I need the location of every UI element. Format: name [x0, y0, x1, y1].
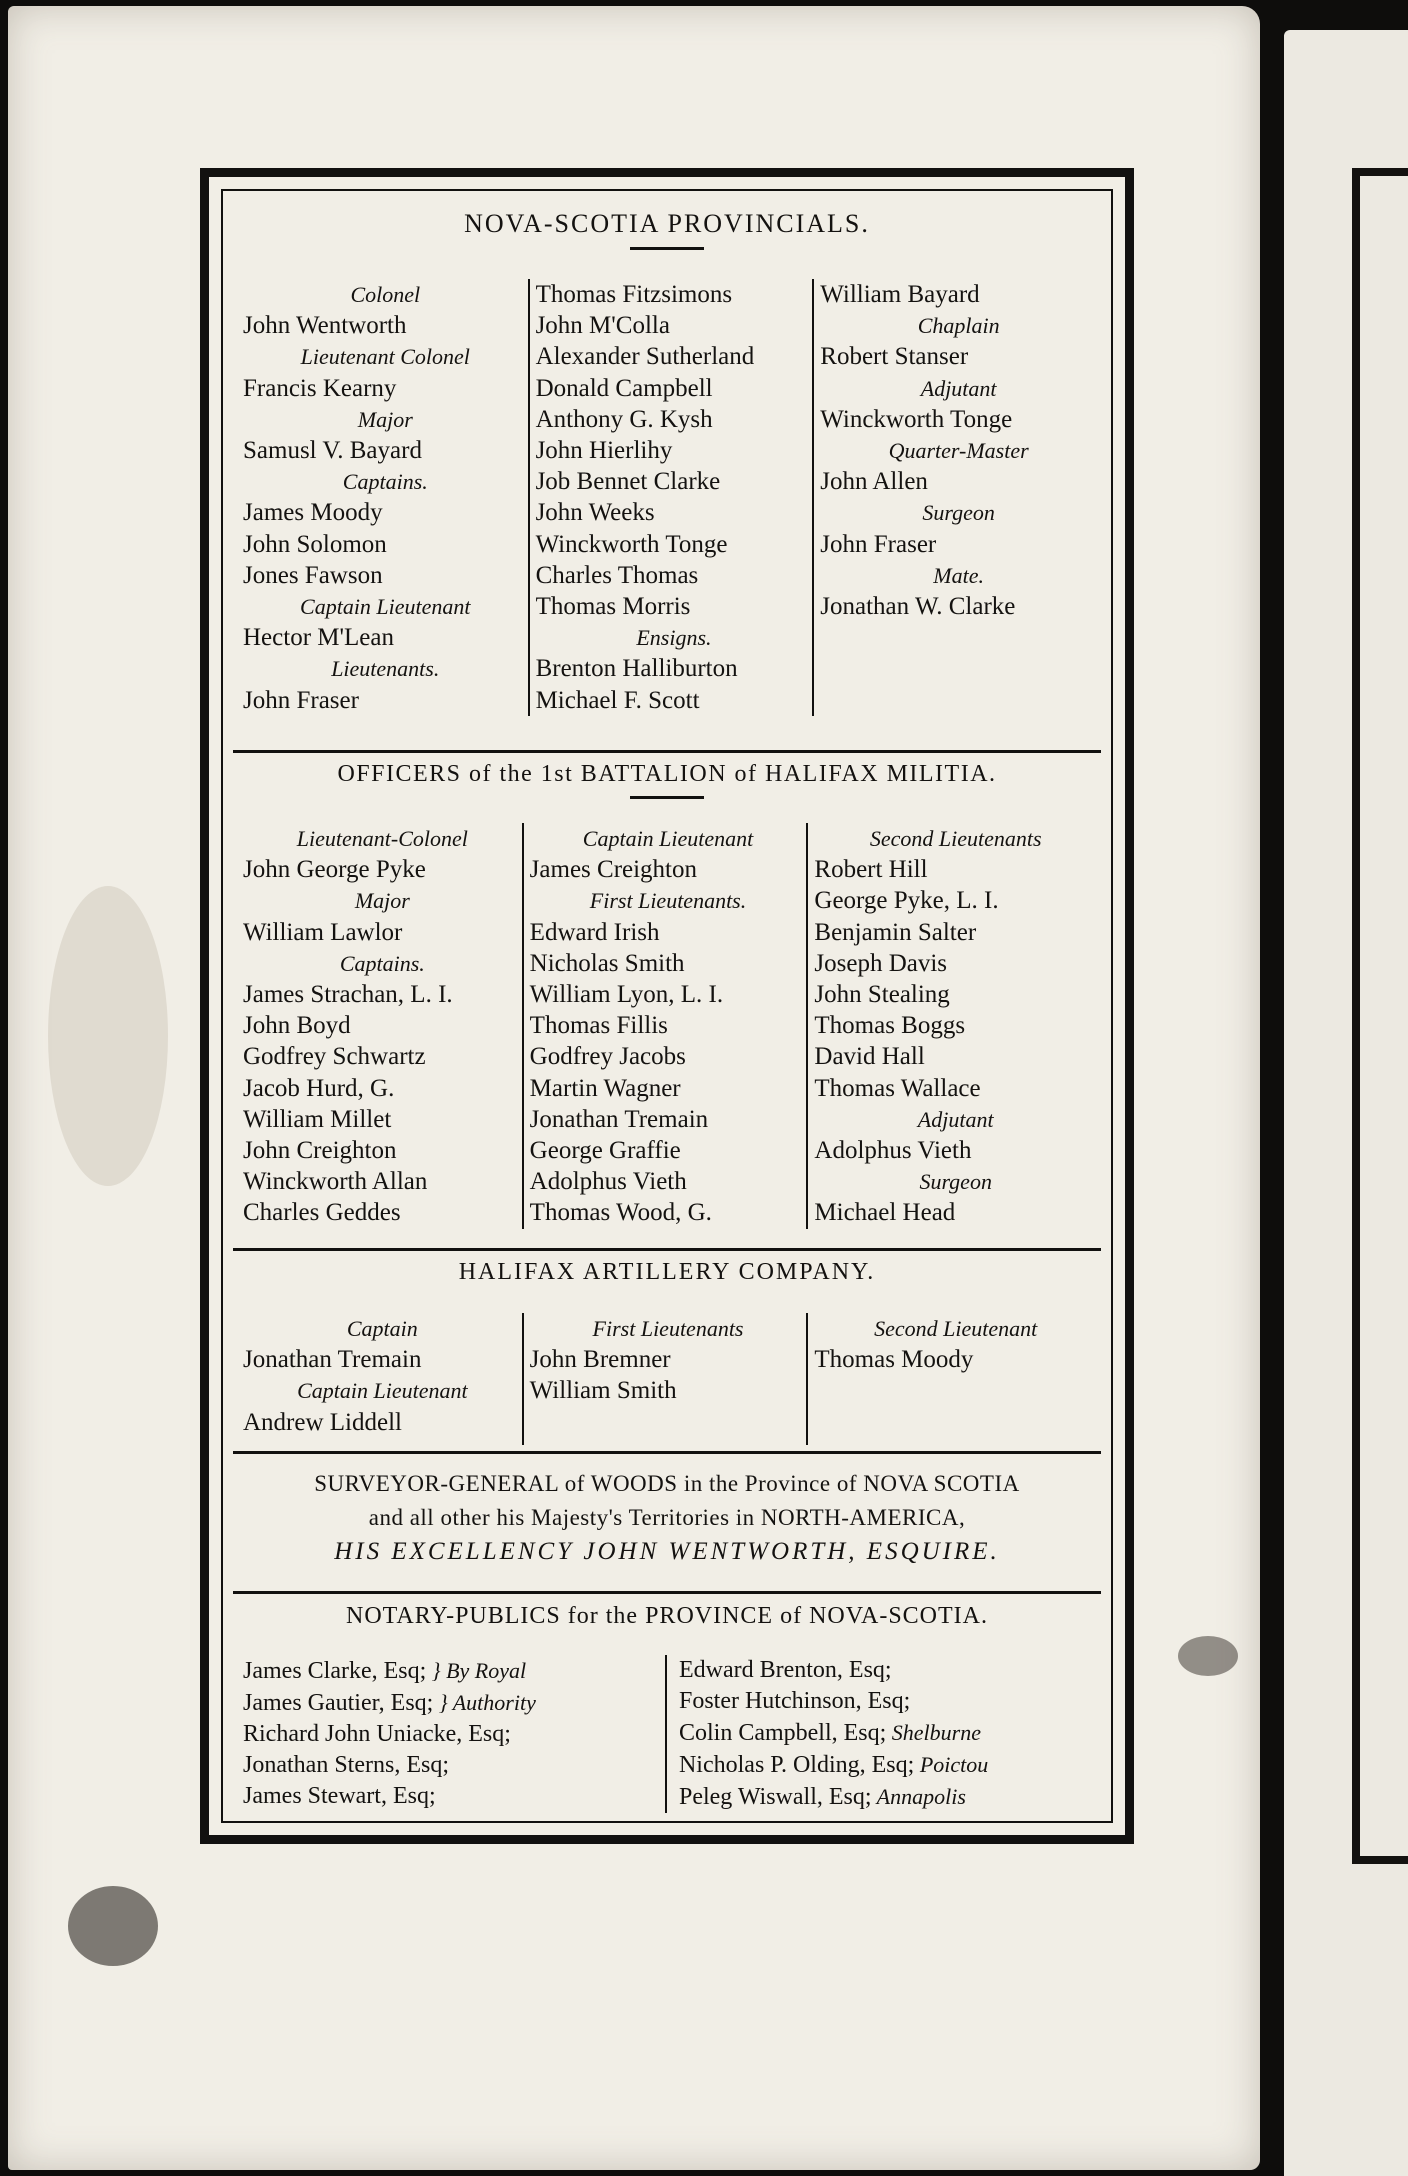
officer-name: Winckworth Allan	[243, 1168, 428, 1196]
officer-name: John Hierlihy	[535, 437, 673, 465]
officer-name: William Bayard	[820, 281, 980, 308]
notaries-left	[237, 1655, 665, 1813]
notary-entry	[679, 1717, 1097, 1749]
artillery-col-2	[522, 1313, 807, 1445]
officer-name: Adolphus Vieth	[814, 1137, 972, 1165]
officer-name: William Millet	[243, 1105, 392, 1133]
officer-name: James Creighton	[529, 856, 698, 884]
register-inner-border	[221, 189, 1113, 1823]
rank-title: Colonel	[350, 282, 421, 307]
section-divider	[233, 1248, 1101, 1251]
militia-heading: OFFICERS of the 1st BATTALION of HALIFAX MILITIA.	[337, 761, 997, 787]
section-divider	[233, 1451, 1101, 1454]
notary-note: Poictou	[914, 1752, 989, 1777]
officer-name: Adolphus Vieth	[529, 1168, 687, 1196]
artillery-section	[237, 1259, 1097, 1436]
officer-name: John Allen	[820, 468, 928, 496]
provincials-col-3	[812, 279, 1097, 716]
rank-title: Adjutant	[917, 1106, 994, 1132]
officer-name: Thomas Wallace	[814, 1074, 981, 1102]
rank-title: Captain Lieutenant	[582, 826, 754, 851]
notary-name: Nicholas P. Olding, Esq;	[678, 1752, 915, 1778]
officer-name: David Hall	[814, 1043, 925, 1071]
officer-name: Jonathan W. Clarke	[820, 593, 1016, 621]
provincials-columns	[237, 279, 1097, 716]
officer-name: Donald Campbell	[535, 374, 713, 402]
rank-title: Chaplain	[917, 313, 1000, 339]
officer-name: Nicholas Smith	[529, 949, 685, 977]
officer-name: Winckworth Tonge	[535, 530, 728, 558]
officer-name: Andrew Liddell	[243, 1408, 402, 1436]
notary-name: Jonathan Sterns, Esq;	[243, 1752, 449, 1778]
rank-title: Captain Lieutenant	[300, 594, 471, 620]
provincials-col-1	[237, 279, 528, 716]
notary-note: Shelburne	[886, 1720, 981, 1745]
officer-name: Robert Hill	[814, 856, 928, 884]
adjacent-page-frame	[1352, 168, 1408, 1864]
notary-name: James Gautier, Esq;	[243, 1690, 434, 1716]
notaries-heading: NOTARY-PUBLICS for the PROVINCE of NOVA-SCOTIA.	[346, 1603, 988, 1629]
officer-name: William Smith	[529, 1377, 677, 1405]
officer-name: Francis Kearny	[243, 374, 397, 402]
rank-title: Captain Lieutenant	[297, 1378, 468, 1404]
rank-title: First Lieutenants	[592, 1316, 744, 1341]
officer-name: John George Pyke	[243, 856, 426, 884]
officer-name: Benjamin Salter	[814, 918, 977, 946]
officer-name: William Lawlor	[243, 918, 403, 946]
rank-title: Surgeon	[922, 500, 995, 526]
officer-name: William Lyon, L. I.	[529, 981, 724, 1009]
rank-title: Ensigns.	[636, 625, 712, 651]
notary-entry	[243, 1781, 665, 1812]
rank-title: Major	[354, 888, 410, 914]
notary-entry	[243, 1750, 665, 1781]
section-divider	[233, 1591, 1101, 1594]
notary-note: } Authority	[433, 1690, 536, 1715]
surveyor-line-2: and all other his Majesty's Territories in NORTH-AMERICA,	[368, 1505, 966, 1530]
officer-name: John Solomon	[243, 530, 387, 558]
rank-title: Second Lieutenants	[869, 826, 1042, 851]
artillery-heading: HALIFAX ARTILLERY COMPANY.	[458, 1259, 876, 1285]
rank-title: Captains.	[339, 950, 425, 976]
rank-title: Second Lieutenant	[874, 1316, 1038, 1341]
notary-note: Annapolis	[871, 1784, 966, 1809]
notary-entry	[243, 1687, 665, 1719]
officer-name: Edward Irish	[529, 918, 660, 946]
officer-name: James Moody	[243, 499, 383, 527]
notaries-right	[665, 1655, 1097, 1813]
officer-name: George Graffie	[529, 1137, 681, 1165]
notaries-columns	[237, 1655, 1097, 1813]
paper-stain	[48, 886, 168, 1186]
officer-name: John Fraser	[243, 686, 359, 714]
officer-name: Robert Stanser	[820, 343, 969, 371]
officer-name: Thomas Fillis	[529, 1012, 668, 1040]
officer-name: Joseph Davis	[814, 949, 948, 977]
militia-columns	[237, 823, 1097, 1229]
officer-name: John Creighton	[243, 1137, 397, 1165]
officer-name: Brenton Halliburton	[535, 655, 738, 683]
rank-title: Mate.	[933, 562, 984, 588]
officer-name: George Pyke, L. I.	[814, 887, 999, 915]
notary-name: James Clarke, Esq;	[243, 1658, 427, 1684]
militia-section	[237, 761, 1097, 1227]
officer-name: Jones Fawson	[243, 561, 383, 589]
officer-name: John Fraser	[820, 530, 937, 558]
rank-title: Captains.	[342, 469, 428, 495]
officer-name: Job Bennet Clarke	[535, 468, 721, 496]
officer-name: Thomas Wood, G.	[529, 1199, 712, 1227]
notary-name: James Stewart, Esq;	[243, 1783, 436, 1809]
militia-col-3	[806, 823, 1097, 1229]
notary-entry	[679, 1686, 1097, 1717]
surveyor-line-1: SURVEYOR-GENERAL of WOODS in the Province of NOVA SCOTIA	[314, 1471, 1020, 1496]
officer-name: James Strachan, L. I.	[243, 981, 453, 1009]
officer-name: John Stealing	[814, 981, 950, 1009]
officer-name: Jonathan Tremain	[243, 1346, 422, 1374]
notaries-section	[237, 1603, 1097, 1810]
rank-title: Lieutenants.	[331, 656, 440, 682]
rank-title: Lieutenant-Colonel	[296, 826, 468, 851]
officer-name: Thomas Boggs	[814, 1012, 966, 1040]
surveyor-line-3: HIS EXCELLENCY JOHN WENTWORTH, ESQUIRE.	[334, 1538, 1000, 1565]
officer-name: Winckworth Tonge	[820, 405, 1013, 433]
officer-name: Jacob Hurd, G.	[243, 1074, 395, 1102]
rank-title: Captain	[346, 1316, 418, 1341]
officer-name: John M'Colla	[535, 312, 670, 340]
officer-name: Anthony G. Kysh	[535, 405, 713, 433]
officer-name: Thomas Morris	[535, 593, 691, 621]
notary-entry	[243, 1719, 665, 1750]
officer-name: Godfrey Schwartz	[243, 1043, 426, 1071]
notary-name: Colin Campbell, Esq;	[678, 1720, 887, 1746]
notary-name: Peleg Wiswall, Esq;	[678, 1784, 872, 1810]
provincials-section	[237, 209, 1097, 714]
officer-name: Godfrey Jacobs	[529, 1043, 686, 1071]
artillery-col-1	[237, 1313, 522, 1445]
notary-name: Edward Brenton, Esq;	[678, 1657, 892, 1683]
heading-rule	[630, 247, 704, 250]
rank-title: First Lieutenants.	[589, 888, 747, 914]
notary-entry	[679, 1781, 1097, 1813]
rank-title: Major	[357, 406, 413, 432]
paper-stain	[68, 1886, 158, 1966]
surveyor-notice	[237, 1467, 1097, 1569]
notary-name: Richard John Uniacke, Esq;	[243, 1721, 511, 1747]
rank-title: Surgeon	[919, 1169, 992, 1195]
rank-title: Quarter-Master	[888, 438, 1029, 464]
officer-name: John Weeks	[535, 499, 655, 527]
rank-title: Lieutenant Colonel	[300, 344, 470, 370]
officer-name: John Wentworth	[243, 312, 407, 340]
artillery-columns	[237, 1313, 1097, 1445]
officer-name: Hector M'Lean	[243, 624, 394, 652]
officer-name: John Bremner	[529, 1346, 671, 1374]
provincials-col-2	[528, 279, 813, 716]
register-frame	[200, 168, 1134, 1844]
rank-title: Adjutant	[920, 375, 997, 401]
militia-col-2	[522, 823, 807, 1229]
section-divider	[233, 750, 1101, 753]
officer-name: Samusl V. Bayard	[243, 437, 422, 465]
officer-name: John Boyd	[243, 1012, 351, 1040]
officer-name: Jonathan Tremain	[529, 1105, 709, 1133]
officer-name: Thomas Fitzsimons	[535, 281, 733, 308]
notary-entry	[679, 1655, 1097, 1686]
officer-name: Charles Thomas	[535, 561, 699, 589]
officer-name: Michael Head	[814, 1199, 956, 1227]
notary-entry	[243, 1655, 665, 1687]
provincials-heading: NOVA-SCOTIA PROVINCIALS.	[464, 209, 870, 238]
officer-name: Thomas Moody	[814, 1346, 974, 1374]
notary-note: } By Royal	[426, 1658, 527, 1683]
paper-stain	[1178, 1636, 1238, 1676]
notary-entry	[679, 1749, 1097, 1781]
officer-name: Michael F. Scott	[535, 686, 700, 714]
officer-name: Charles Geddes	[243, 1199, 401, 1227]
notary-name: Foster Hutchinson, Esq;	[678, 1688, 911, 1714]
officer-name: Martin Wagner	[529, 1074, 681, 1102]
artillery-col-3	[806, 1313, 1097, 1445]
militia-col-1	[237, 823, 522, 1229]
officer-name: Alexander Sutherland	[535, 343, 755, 371]
heading-rule	[630, 796, 704, 799]
